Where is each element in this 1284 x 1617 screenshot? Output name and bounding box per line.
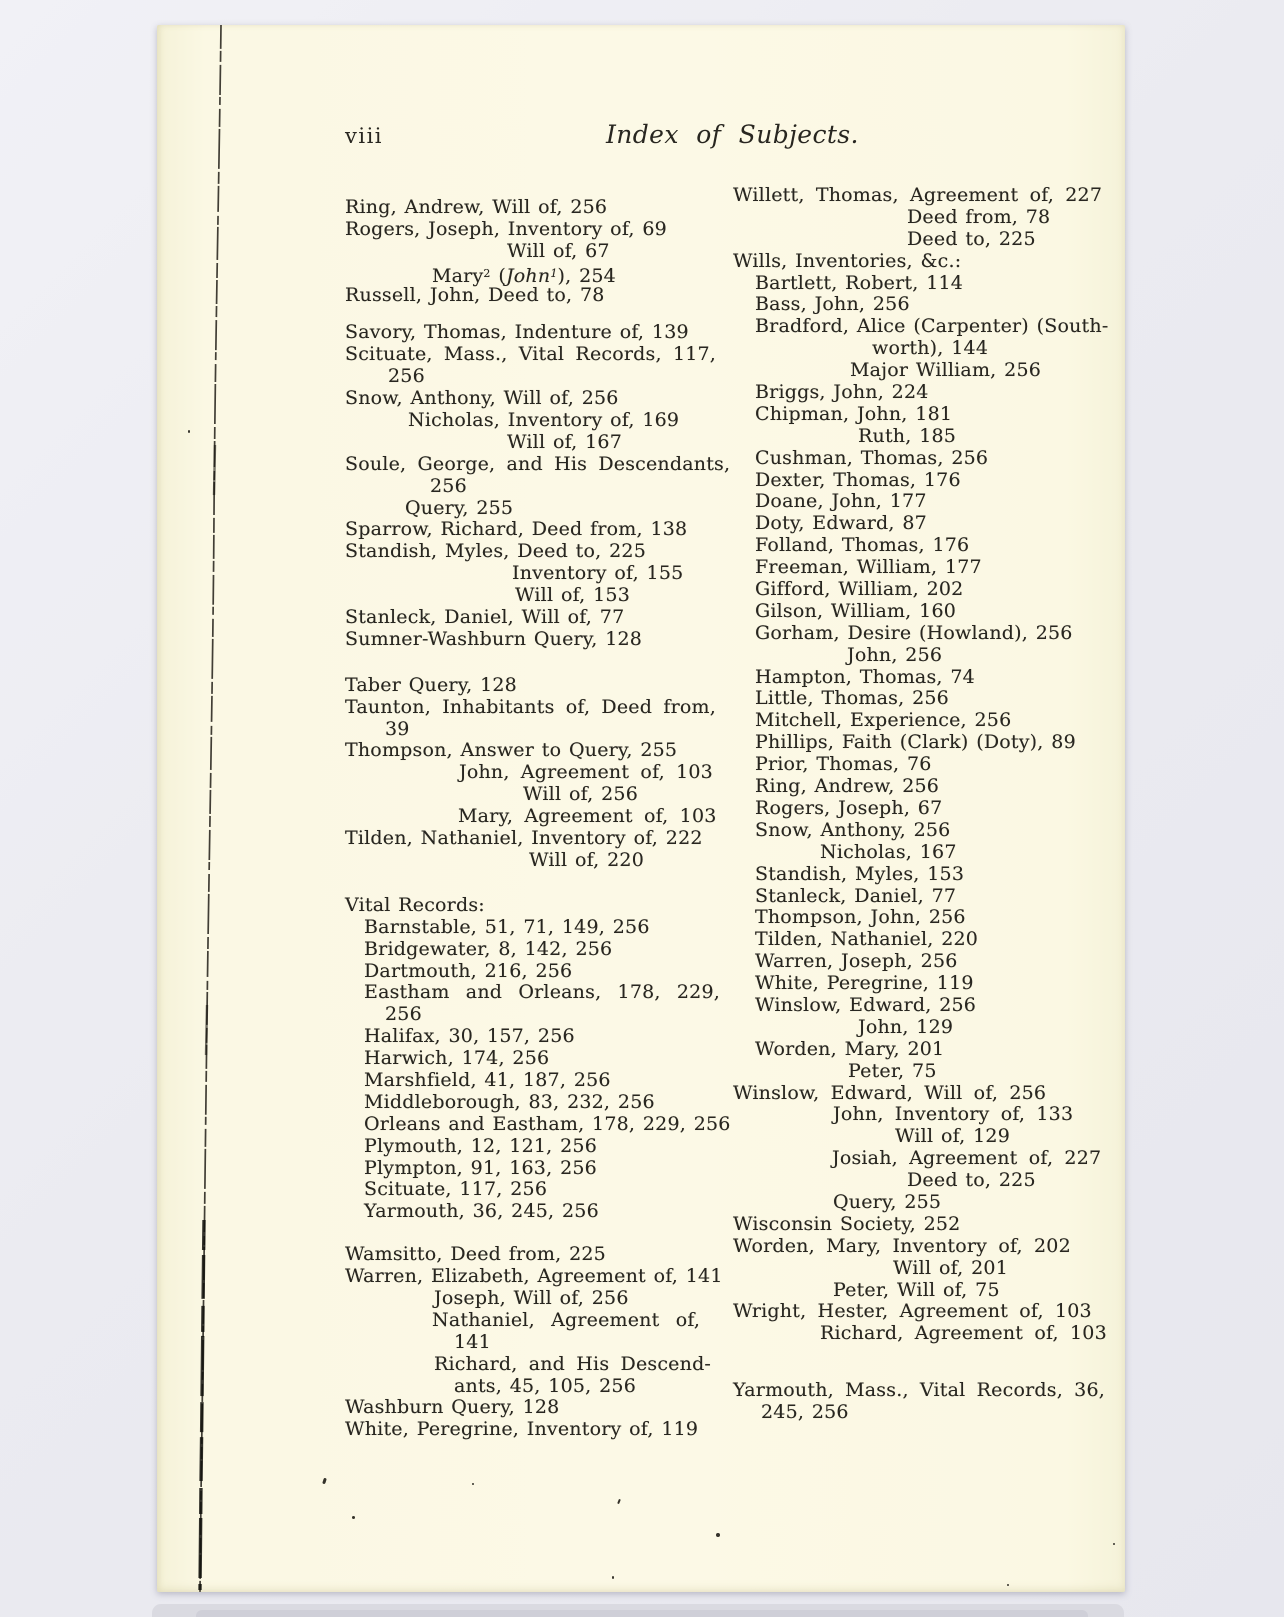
index-line: Deed to, 225 xyxy=(907,227,1036,250)
index-line: Nicholas, Inventory of, 169 xyxy=(408,409,680,432)
scan-speck xyxy=(716,1533,720,1537)
index-line: Folland, Thomas, 176 xyxy=(755,534,970,557)
index-line: Sparrow, Richard, Deed from, 138 xyxy=(345,518,688,541)
index-line: Standish, Myles, Deed to, 225 xyxy=(345,540,647,563)
index-line: Hampton, Thomas, 74 xyxy=(755,665,975,688)
index-line: Eastham and Orleans, 178, 229, xyxy=(364,981,720,1004)
index-line: Yarmouth, Mass., Vital Records, 36, xyxy=(733,1379,1105,1402)
index-line-text: ( xyxy=(490,264,506,287)
index-line: Winslow, Edward, 256 xyxy=(755,993,977,1016)
index-line: Joseph, Will of, 256 xyxy=(434,1286,629,1309)
scanned-page xyxy=(157,25,1125,1592)
index-line: Josiah, Agreement of, 227 xyxy=(832,1147,1102,1170)
index-line: Sumner-Washburn Query, 128 xyxy=(345,627,643,650)
index-line: Deed from, 78 xyxy=(907,205,1051,228)
page-title: Index of Subjects. xyxy=(606,120,859,149)
index-line: John, 256 xyxy=(847,643,943,666)
index-line: Major William, 256 xyxy=(850,359,1042,382)
index-line: Doty, Edward, 87 xyxy=(755,512,927,535)
index-line: John, 129 xyxy=(858,1015,954,1038)
index-line: Thompson, Answer to Query, 255 xyxy=(345,739,678,762)
index-line: Peter, Will of, 75 xyxy=(833,1278,1000,1301)
index-line: Ring, Andrew, 256 xyxy=(755,775,940,798)
index-line: Halifax, 30, 157, 256 xyxy=(364,1025,575,1048)
index-line: 256 xyxy=(430,474,467,497)
index-line: Will of, 167 xyxy=(507,430,623,453)
index-line: Yarmouth, 36, 245, 256 xyxy=(364,1200,599,1223)
index-column-left xyxy=(345,196,731,1441)
index-line: Gilson, William, 160 xyxy=(755,599,957,622)
index-line: Mary, Agreement of, 103 xyxy=(458,805,717,828)
generation-superscript: 2 xyxy=(483,266,491,280)
binding-crease-line xyxy=(157,25,277,1592)
index-line: Doane, John, 177 xyxy=(755,490,927,513)
index-line: Gorham, Desire (Howland), 256 xyxy=(755,621,1073,644)
index-line: Query, 255 xyxy=(833,1190,942,1213)
index-line: Prior, Thomas, 76 xyxy=(755,753,932,776)
index-line: Wamsitto, Deed from, 225 xyxy=(345,1243,606,1266)
next-page-edge-inner xyxy=(196,1610,1088,1617)
index-line: Will of, 129 xyxy=(895,1125,1011,1148)
index-line: Harwich, 174, 256 xyxy=(364,1047,550,1070)
index-line: Vital Records: xyxy=(345,893,485,916)
index-line: Briggs, John, 224 xyxy=(755,381,929,404)
index-line: Little, Thomas, 256 xyxy=(755,687,949,710)
index-line: Dexter, Thomas, 176 xyxy=(755,468,961,491)
index-line: Savory, Thomas, Indenture of, 139 xyxy=(345,321,689,344)
index-line: Russell, John, Deed to, 78 xyxy=(345,283,605,306)
index-line: Will of, 220 xyxy=(529,848,645,871)
index-line: Wills, Inventories, &c.: xyxy=(733,249,962,272)
index-line: 256 xyxy=(385,1003,422,1026)
index-line: White, Peregrine, 119 xyxy=(755,972,974,995)
index-line: Will of, 153 xyxy=(515,584,631,607)
index-line: Bridgewater, 8, 142, 256 xyxy=(364,937,613,960)
index-line: Rogers, Joseph, Inventory of, 69 xyxy=(345,217,667,240)
index-line: Richard, and His Descend- xyxy=(434,1352,712,1375)
index-line: Stanleck, Daniel, Will of, 77 xyxy=(345,606,625,629)
index-line: Ring, Andrew, Will of, 256 xyxy=(345,196,608,218)
index-line: Warren, Elizabeth, Agreement of, 141 xyxy=(345,1265,723,1288)
index-line: Marshfield, 41, 187, 256 xyxy=(364,1068,611,1091)
index-line: Ruth, 185 xyxy=(858,424,957,447)
scan-speck xyxy=(322,1478,327,1485)
index-line: Willett, Thomas, Agreement of, 227 xyxy=(733,184,1103,206)
index-line: ants, 45, 105, 256 xyxy=(454,1374,636,1397)
scan-speck xyxy=(617,1499,621,1504)
index-line: Tilden, Nathaniel, Inventory of, 222 xyxy=(345,827,703,850)
index-line: Plympton, 91, 163, 256 xyxy=(364,1156,597,1179)
index-line: Will of, 256 xyxy=(523,783,639,806)
index-line: Bass, John, 256 xyxy=(755,293,910,316)
index-line: Soule, George, and His Descendants, xyxy=(345,452,731,475)
index-line: Scituate, 117, 256 xyxy=(364,1178,548,1201)
index-line: Barnstable, 51, 71, 149, 256 xyxy=(364,915,650,938)
index-line: Freeman, William, 177 xyxy=(755,556,982,579)
index-line: Wright, Hester, Agreement of, 103 xyxy=(733,1300,1092,1323)
index-line: Will of, 201 xyxy=(893,1256,1009,1279)
index-line: Scituate, Mass., Vital Records, 117, xyxy=(345,343,717,366)
index-line: Will of, 67 xyxy=(507,239,610,262)
index-line: Snow, Anthony, 256 xyxy=(755,818,951,841)
index-line: Inventory of, 155 xyxy=(512,562,684,585)
index-line: Nathaniel, Agreement of, xyxy=(432,1308,701,1331)
index-line: 39 xyxy=(385,717,410,740)
index-line: Bradford, Alice (Carpenter) (South- xyxy=(755,315,1109,338)
index-line: Worden, Mary, Inventory of, 202 xyxy=(733,1234,1071,1257)
page-number: viii xyxy=(345,124,384,148)
index-line: 256 xyxy=(388,365,425,388)
index-line: Rogers, Joseph, 67 xyxy=(755,796,943,819)
index-line: Taunton, Inhabitants of, Deed from, xyxy=(345,695,716,718)
index-line: Middleborough, 83, 232, 256 xyxy=(364,1090,655,1113)
index-line: Richard, Agreement of, 103 xyxy=(820,1322,1107,1345)
index-line: Wisconsin Society, 252 xyxy=(733,1212,961,1235)
index-line-text: ), 254 xyxy=(557,264,616,287)
scan-speck xyxy=(352,1516,355,1519)
index-line: Deed to, 225 xyxy=(907,1169,1036,1192)
index-line: Nicholas, 167 xyxy=(820,840,957,863)
index-line: Chipman, John, 181 xyxy=(755,402,953,425)
index-line: 141 xyxy=(454,1330,491,1353)
index-line: worth), 144 xyxy=(872,337,989,360)
scan-speck xyxy=(612,1576,614,1579)
index-line: Winslow, Edward, Will of, 256 xyxy=(733,1081,1047,1104)
index-line: Query, 255 xyxy=(405,496,514,519)
scan-speck xyxy=(472,1483,474,1485)
index-line: Bartlett, Robert, 114 xyxy=(755,271,964,294)
index-line: Snow, Anthony, Will of, 256 xyxy=(345,387,619,410)
index-line: Cushman, Thomas, 256 xyxy=(755,446,989,469)
index-line: John, Agreement of, 103 xyxy=(459,761,713,784)
index-line: Mitchell, Experience, 256 xyxy=(755,709,1012,732)
scan-speck xyxy=(1007,1584,1009,1586)
index-line: Plymouth, 12, 121, 256 xyxy=(364,1134,598,1157)
index-line: Warren, Joseph, 256 xyxy=(755,950,958,973)
index-line: Worden, Mary, 201 xyxy=(755,1037,945,1060)
index-line: Gifford, William, 202 xyxy=(755,578,964,601)
index-line: Peter, 75 xyxy=(848,1059,937,1082)
index-column-right xyxy=(733,185,1125,1424)
index-line: Taber Query, 128 xyxy=(345,673,517,696)
index-line: Washburn Query, 128 xyxy=(345,1396,560,1419)
index-line: 245, 256 xyxy=(761,1401,849,1424)
index-line xyxy=(345,263,717,285)
scan-speck xyxy=(188,430,190,433)
index-line: Dartmouth, 216, 256 xyxy=(364,959,573,982)
index-line: Thompson, John, 256 xyxy=(755,906,966,929)
index-line: White, Peregrine, Inventory of, 119 xyxy=(345,1418,699,1441)
index-line: Standish, Myles, 153 xyxy=(755,862,965,885)
index-line: Tilden, Nathaniel, 220 xyxy=(755,928,979,951)
index-line: Stanleck, Daniel, 77 xyxy=(755,884,957,907)
generation-superscript: 1 xyxy=(550,266,558,280)
index-line-text: John xyxy=(505,264,551,287)
index-line-text: Mary xyxy=(432,264,484,287)
scan-speck xyxy=(1113,1543,1115,1545)
index-line: Phillips, Faith (Clark) (Doty), 89 xyxy=(755,731,1076,754)
index-line: Orleans and Eastham, 178, 229, 256 xyxy=(364,1112,731,1135)
index-line: John, Inventory of, 133 xyxy=(833,1103,1074,1126)
